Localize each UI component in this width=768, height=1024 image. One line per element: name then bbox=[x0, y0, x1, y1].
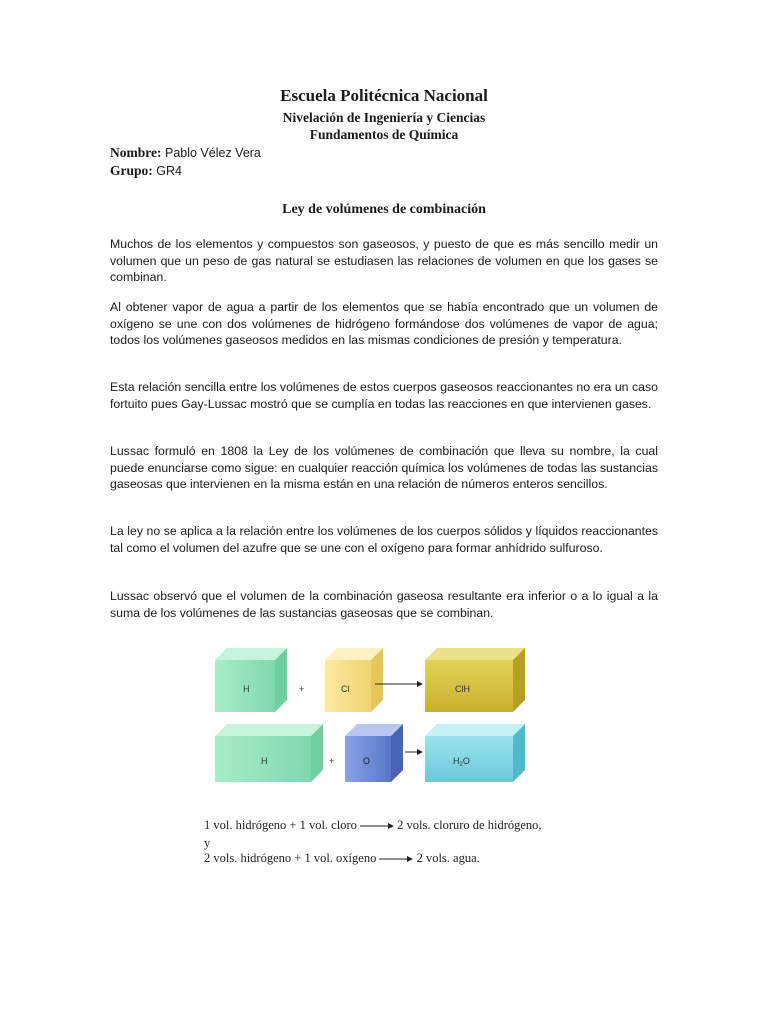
group-label: Grupo: bbox=[110, 163, 153, 178]
name-value: Pablo Vélez Vera bbox=[164, 146, 261, 160]
program-subtitle: Nivelación de Ingeniería y Ciencias bbox=[282, 110, 486, 125]
equation-2-right: 2 vols. agua. bbox=[416, 851, 480, 865]
paragraph-6: Lussac observó que el volumen de la combinación gaseosa resultante era inferior o a lo igual a la suma de los volúmenes de las sustancias gaseosas que se combinan. bbox=[110, 589, 658, 620]
student-name-field bbox=[110, 145, 261, 161]
paragraph-2: Al obtener vapor de agua a partir de los elementos que se había encontrado que un volumen de oxígeno se une con dos volúmenes de hidrógeno formándose dos volúmenes de vapor de agua; todos los volúmenes gaseosos medidos en las mismas condiciones de presión y temperatura. bbox=[110, 300, 658, 348]
equation-connector: y bbox=[204, 836, 211, 850]
arrow-head-row1 bbox=[417, 681, 423, 687]
h-label-row1: H bbox=[243, 684, 250, 694]
equation-1 bbox=[204, 818, 604, 833]
paragraph-3: Esta relación sencilla entre los volúmenes de estos cuerpos gaseosos reaccionantes no era un caso fortuito pues Gay-Lussac mostró que se cumplía en todas las reacciones en que intervienen gases. bbox=[110, 380, 658, 411]
student-group-field bbox=[110, 163, 182, 179]
course-subtitle: Fundamentos de Química bbox=[309, 127, 459, 142]
paragraph-5: La ley no se aplica a la relación entre los volúmenes de los cuerpos sólidos y líquidos reaccionantes tal como el volumen del azufre que se une con el oxígeno para formar anhídrido sulfuroso. bbox=[110, 524, 658, 555]
group-value: GR4 bbox=[156, 164, 182, 178]
cl-box bbox=[325, 648, 383, 712]
equation-2 bbox=[204, 851, 604, 866]
equation-1-left: 1 vol. hidrógeno + 1 vol. cloro bbox=[204, 818, 357, 832]
volume-combination-figure bbox=[215, 648, 535, 783]
plus-sign-row2: + bbox=[329, 756, 335, 766]
arrow-head-row2 bbox=[417, 749, 423, 755]
arrow-icon bbox=[360, 822, 394, 830]
clh-box bbox=[425, 648, 525, 712]
institution-title: Escuela Politécnica Nacional bbox=[280, 86, 488, 105]
equation-2-left: 2 vols. hidrógeno + 1 vol. oxígeno bbox=[204, 851, 377, 865]
h2o-label: $H_2O$ bbox=[453, 756, 470, 768]
arrow-icon bbox=[379, 855, 413, 863]
o-label: O bbox=[363, 756, 371, 766]
cl-label: Cl bbox=[341, 684, 350, 694]
h-label-row2: H bbox=[261, 756, 268, 766]
paragraph-1: Muchos de los elementos y compuestos son gaseosos, y puesto de que es más sencillo medir un volumen que un peso de gas natural se estudiasen las relaciones de volumen en que los gases se combinan. bbox=[110, 237, 658, 285]
o-box bbox=[345, 724, 403, 782]
h-box-row2 bbox=[215, 724, 323, 782]
name-label: Nombre: bbox=[110, 145, 162, 160]
equation-1-right: 2 vols. cloruro de hidrógeno, bbox=[397, 818, 542, 832]
section-title: Ley de volúmenes de combinación bbox=[282, 202, 486, 217]
h-box-row1 bbox=[215, 648, 287, 712]
clh-label: ClH bbox=[455, 684, 470, 694]
h2o-box bbox=[425, 724, 525, 782]
plus-sign-row1: + bbox=[299, 684, 305, 694]
paragraph-4: Lussac formuló en 1808 la Ley de los volúmenes de combinación que lleva su nombre, la cual puede enunciarse como sigue: en cualquier reacción química los volúmenes de todas las sustancias gaseosas que intervienen en la misma están en una relación de números enteros sencillos. bbox=[110, 444, 658, 492]
